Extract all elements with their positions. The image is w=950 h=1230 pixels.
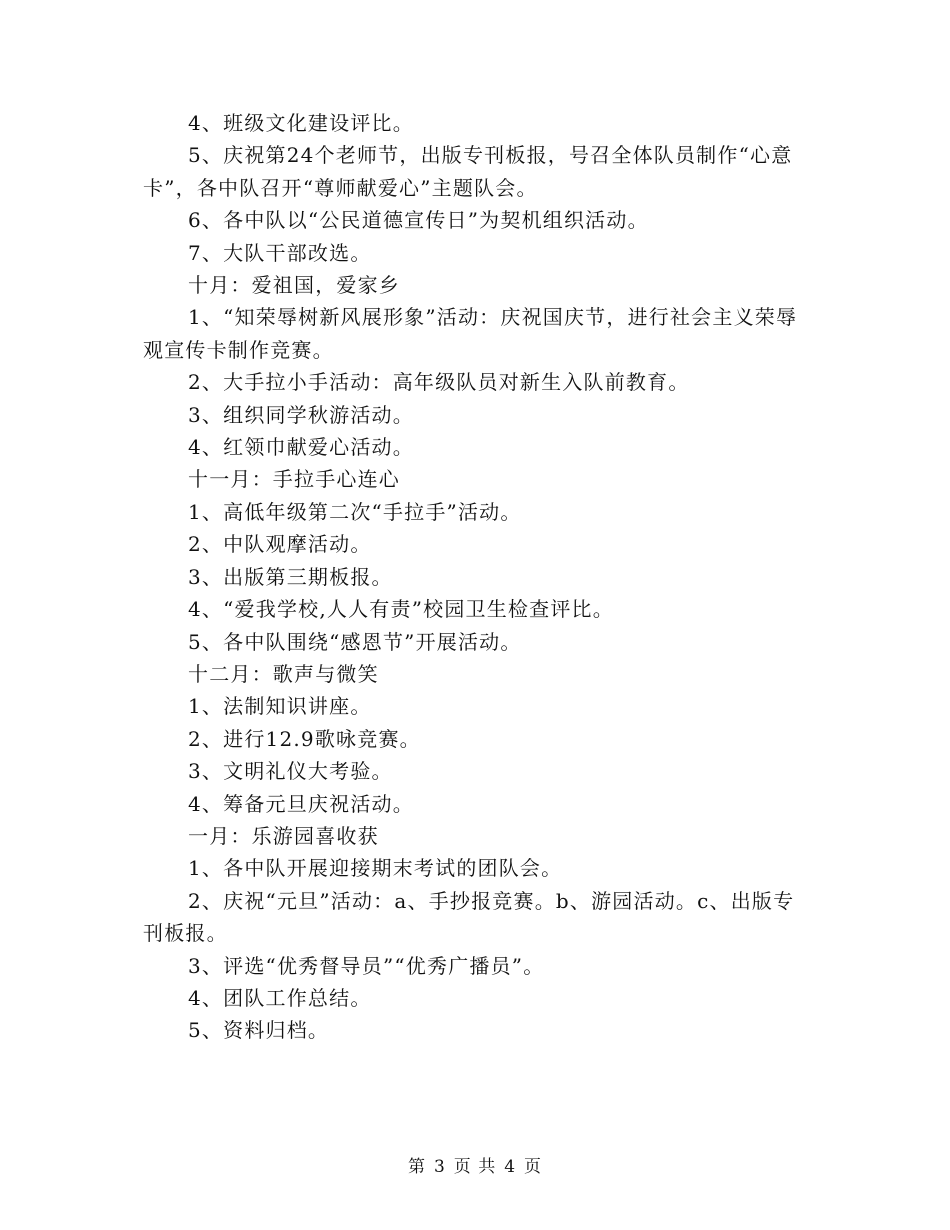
list-item: 4、班级文化建设评比。 (188, 111, 414, 135)
list-item: 4、红领巾献爱心活动。 (188, 435, 414, 460)
list-item: 6、各中队以“公民道德宣传日”为契机组织活动。 (188, 208, 649, 233)
section-heading-december: 十二月：歌声与微笑 (188, 661, 379, 686)
list-item: 1、各中队开展迎接期末考试的团队会。 (188, 856, 563, 881)
page-label-mid: 页 共 (453, 1157, 497, 1177)
list-item: 7、大队干部改选。 (188, 240, 372, 265)
list-item: 4、团队工作总结。 (188, 985, 372, 1010)
list-item: 4、“爱我学校,人人有责”校园卫生检查评比。 (188, 597, 614, 622)
list-item: 2、大手拉小手活动：高年级队员对新生入队前教育。 (188, 370, 690, 395)
list-item: 2、庆祝“元旦”活动：a、手抄报竞赛。b、游园活动。c、出版专刊板报。 (143, 888, 795, 946)
list-item: 3、出版第三期板报。 (188, 564, 393, 589)
document-body (143, 107, 808, 1047)
list-item: 5、庆祝第24个老师节，出版专刊板报，号召全体队员制作“心意卡”，各中队召开“尊师献爱心”主题队会。 (143, 143, 793, 200)
total-pages: 4 (504, 1157, 517, 1177)
section-heading-october: 十月：爱祖国，爱家乡 (188, 273, 400, 298)
list-item: 1、法制知识讲座。 (188, 694, 372, 719)
list-item: 1、“知荣辱树新风展形象”活动：庆祝国庆节，进行社会主义荣辱观宣传卡制作竞赛。 (143, 305, 798, 362)
list-item: 3、组织同学秋游活动。 (188, 402, 414, 427)
page-label-suffix: 页 (524, 1157, 543, 1177)
list-item: 2、中队观摩活动。 (188, 532, 372, 557)
list-item: 3、文明礼仪大考验。 (188, 759, 393, 784)
page-footer (0, 1152, 950, 1177)
list-item: 5、资料归档。 (188, 1018, 330, 1043)
list-item: 2、进行12.9歌咏竞赛。 (188, 726, 421, 751)
section-heading-january: 一月：乐游园喜收获 (188, 823, 379, 848)
list-item: 5、各中队围绕“感恩节”开展活动。 (188, 629, 522, 654)
page-number: 3 (433, 1157, 446, 1177)
section-heading-november: 十一月：手拉手心连心 (188, 467, 400, 492)
page-label-prefix: 第 (407, 1157, 426, 1177)
list-item: 4、筹备元旦庆祝活动。 (188, 791, 414, 816)
list-item: 3、评选“优秀督导员”“优秀广播员”。 (188, 953, 545, 978)
list-item: 1、高低年级第二次“手拉手”活动。 (188, 499, 522, 524)
